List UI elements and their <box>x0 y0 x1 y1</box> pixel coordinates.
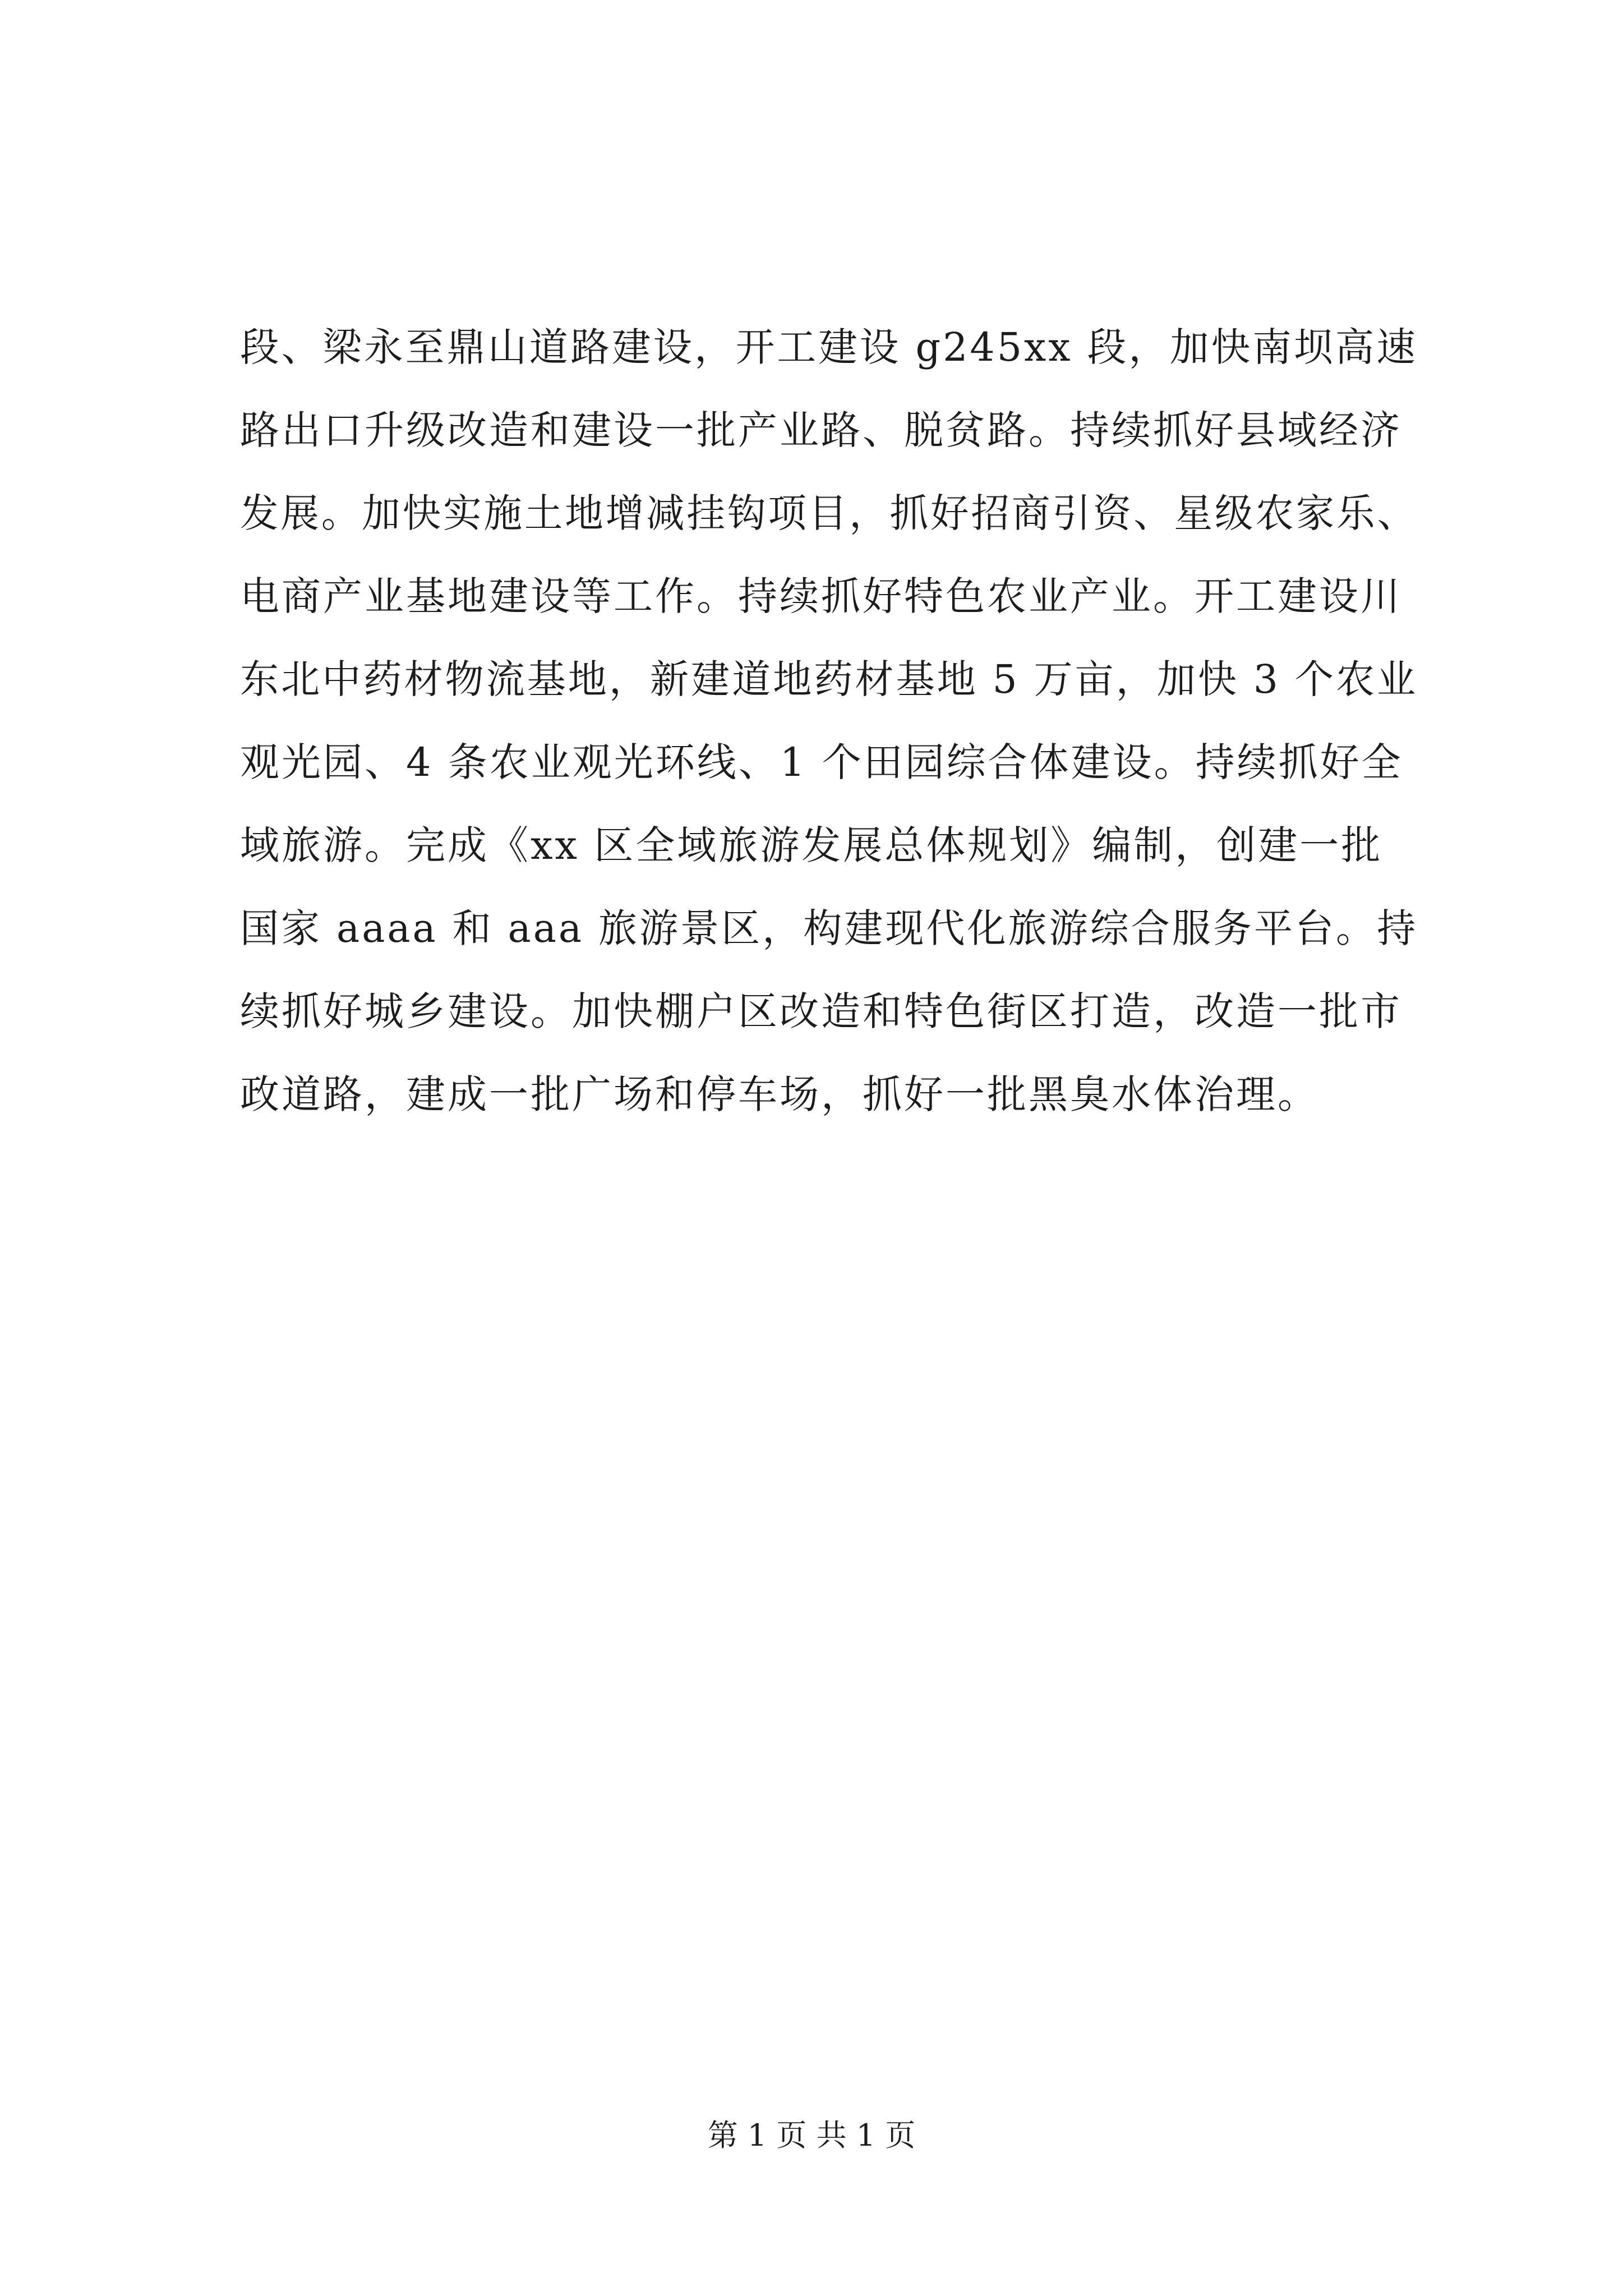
text-line: 政道路，建成一批广场和停车场，抓好一批黑臭水体治理。 <box>240 1071 1319 1117</box>
text-line: 国家 aaaa 和 aaa 旅游景区，构建现代化旅游综合服务平台。持 <box>240 905 1418 951</box>
text-line: 东北中药材物流基地，新建道地药材基地 5 万亩，加快 3 个农业 <box>240 656 1418 702</box>
text-line: 续抓好城乡建设。加快棚户区改造和特色街区打造，改造一批市 <box>240 988 1402 1034</box>
page-number-footer: 第 1 页 共 1 页 <box>707 2118 916 2153</box>
text-line: 段、梁永至鼎山道路建设，开工建设 g245xx 段，加快南坝高速 <box>240 324 1418 370</box>
text-line: 路出口升级改造和建设一批产业路、脱贫路。持续抓好县域经济 <box>240 407 1402 453</box>
text-line: 域旅游。完成《xx 区全域旅游发展总体规划》编制，创建一批 <box>240 822 1383 868</box>
text-line: 观光园、4 条农业观光环线、1 个田园综合体建设。持续抓好全 <box>240 739 1403 785</box>
text-line: 电商产业基地建设等工作。持续抓好特色农业产业。开工建设川 <box>240 573 1402 619</box>
body-paragraph <box>240 306 1418 1136</box>
text-line: 发展。加快实施土地增减挂钩项目，抓好招商引资、星级农家乐、 <box>240 490 1418 536</box>
